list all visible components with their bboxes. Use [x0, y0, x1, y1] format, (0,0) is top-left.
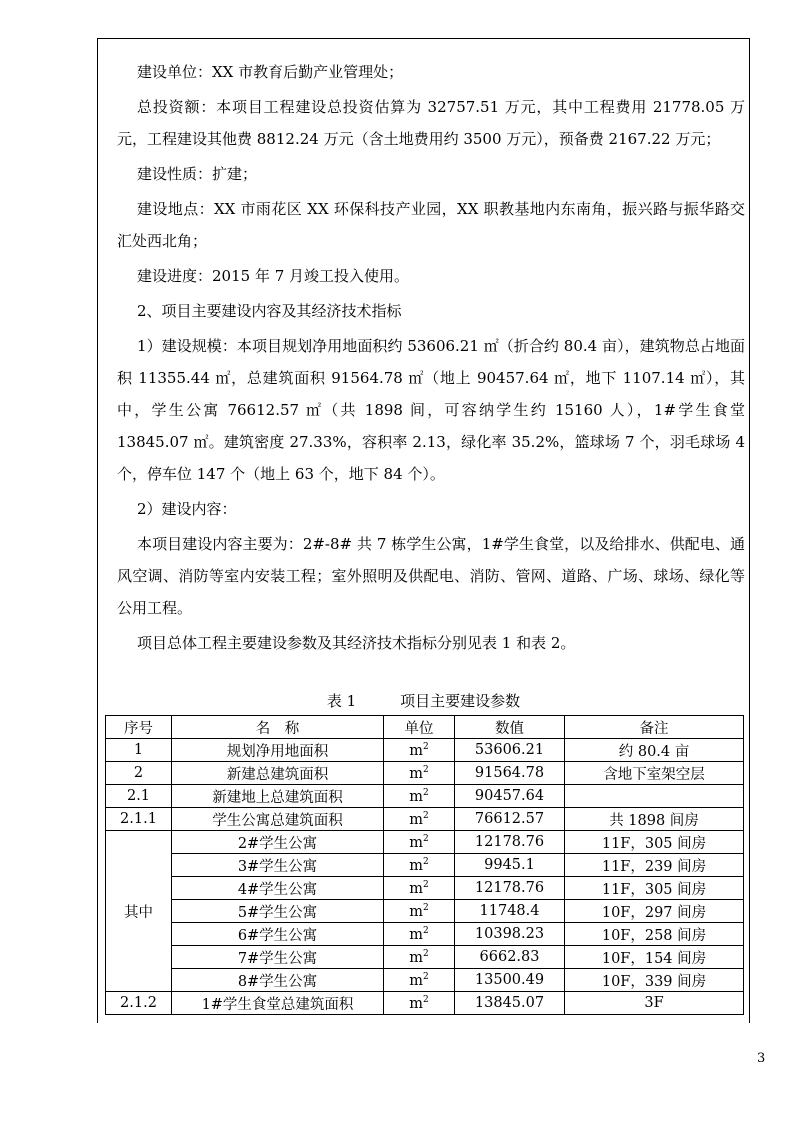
- unit-exponent: 2: [423, 787, 429, 798]
- cell-unit: [384, 762, 455, 785]
- cell-name: 7#学生公寓: [172, 946, 384, 969]
- cell-unit: [384, 877, 455, 900]
- paragraph-total-investment: 总投资额：本项目工程建设总投资估算为 32757.51 万元，其中工程费用 21778.05 万元，工程建设其他费 8812.24 万元（含土地费用约 3500 万元），预备费 2167.22 万元；: [117, 98, 745, 148]
- unit-base: m: [409, 949, 423, 966]
- cell-unit: [384, 854, 455, 877]
- table-row: [106, 762, 744, 785]
- cell-value: 13500.49: [455, 969, 565, 992]
- cell-name: 新建总建筑面积: [172, 762, 384, 785]
- cell-unit: [384, 808, 455, 831]
- cell-name: 6#学生公寓: [172, 923, 384, 946]
- cell-name: 1#学生食堂总建筑面积: [172, 992, 384, 1015]
- cell-unit: [384, 785, 455, 808]
- unit-exponent: 2: [423, 994, 429, 1005]
- table-row: [106, 739, 744, 762]
- table-header-row: [106, 716, 744, 739]
- table-row: [106, 992, 744, 1015]
- paragraph-construction-nature: 建设性质：扩建；: [137, 165, 258, 183]
- cell-name: 3#学生公寓: [172, 854, 384, 877]
- cell-note: 约 80.4 亩: [565, 739, 744, 762]
- page-number: 3: [757, 1051, 766, 1066]
- unit-exponent: 2: [423, 856, 429, 867]
- unit-base: m: [409, 880, 423, 897]
- unit-base: m: [409, 857, 423, 874]
- cell-seq: 1: [106, 739, 172, 762]
- unit-base: m: [409, 995, 423, 1012]
- cell-unit: [384, 831, 455, 854]
- cell-seq: 2.1: [106, 785, 172, 808]
- table-row: [106, 808, 744, 831]
- header-value: 数值: [455, 716, 565, 739]
- cell-note: 11F，239 间房: [565, 854, 744, 877]
- table-row: [106, 946, 744, 969]
- paragraph-construction-scale: 1）建设规模：本项目规划净用地面积约 53606.21 ㎡（折合约 80.4 亩），建筑物总占地面积 11355.44 ㎡，总建筑面积 91564.78 ㎡（地上 90457.64 ㎡，地下 1107.14 ㎡），其中，学生公寓 76612.57 ㎡（共 1898 间，可容纳学生约 15160 人），1#学生食堂 13845.07 ㎡。建筑密度 27.33%，容积率 2.13，绿化率 35.2%，篮球场 7 个，羽毛球场 4 个，停车位 147 个（地上 63 个，地下 84 个）。: [117, 337, 745, 483]
- cell-note: 10F，258 间房: [565, 923, 744, 946]
- cell-name: 8#学生公寓: [172, 969, 384, 992]
- header-seq: 序号: [106, 716, 172, 739]
- unit-base: m: [409, 903, 423, 920]
- cell-unit: [384, 900, 455, 923]
- unit-exponent: 2: [423, 948, 429, 959]
- unit-exponent: 2: [423, 764, 429, 775]
- cell-value: 76612.57: [455, 808, 565, 831]
- cell-note: 3F: [565, 992, 744, 1015]
- unit-base: m: [409, 811, 423, 828]
- cell-value: 13845.07: [455, 992, 565, 1015]
- cell-note: 11F，305 间房: [565, 831, 744, 854]
- cell-value: 12178.76: [455, 877, 565, 900]
- cell-note: 10F，297 间房: [565, 900, 744, 923]
- paragraph-table-reference: 项目总体工程主要建设参数及其经济技术指标分别见表 1 和表 2。: [137, 634, 576, 652]
- cell-value: 53606.21: [455, 739, 565, 762]
- table-caption: [97, 689, 750, 713]
- table-body: [106, 739, 744, 1015]
- cell-value: 6662.83: [455, 946, 565, 969]
- cell-name: 5#学生公寓: [172, 900, 384, 923]
- paragraph-construction-content: 本项目建设内容主要为：2#-8# 共 7 栋学生公寓，1#学生食堂，以及给排水、供配电、通风空调、消防等室内安装工程；室外照明及供配电、消防、管网、道路、广场、球场、绿化等公用工程。: [117, 535, 745, 617]
- unit-exponent: 2: [423, 971, 429, 982]
- unit-base: m: [409, 834, 423, 851]
- unit-exponent: 2: [423, 810, 429, 821]
- cell-note: [565, 785, 744, 808]
- table-row: [106, 969, 744, 992]
- table-row: [106, 900, 744, 923]
- unit-base: m: [409, 742, 423, 759]
- cell-note: 10F，339 间房: [565, 969, 744, 992]
- unit-exponent: 2: [423, 879, 429, 890]
- cell-note: 共 1898 间房: [565, 808, 744, 831]
- cell-seq: 2.1.1: [106, 808, 172, 831]
- body-text: [117, 56, 745, 659]
- cell-value: 10398.23: [455, 923, 565, 946]
- unit-exponent: 2: [423, 833, 429, 844]
- table-row: [106, 923, 744, 946]
- cell-name: 规划净用地面积: [172, 739, 384, 762]
- cell-note: 11F，305 间房: [565, 877, 744, 900]
- paragraph-construction-unit: 建设单位：XX 市教育后勤产业管理处；: [137, 63, 404, 81]
- construction-parameters-table: [105, 715, 744, 1015]
- header-unit: 单位: [384, 716, 455, 739]
- unit-exponent: 2: [423, 902, 429, 913]
- unit-base: m: [409, 972, 423, 989]
- paragraph-construction-location: 建设地点：XX 市雨花区 XX 环保科技产业园，XX 职教基地内东南角，振兴路与振华路交汇处西北角；: [117, 200, 745, 250]
- table-caption-title: 项目主要建设参数: [400, 692, 521, 710]
- cell-name: 学生公寓总建筑面积: [172, 808, 384, 831]
- cell-value: 11748.4: [455, 900, 565, 923]
- cell-seq: 2: [106, 762, 172, 785]
- unit-base: m: [409, 788, 423, 805]
- cell-note: 10F，154 间房: [565, 946, 744, 969]
- cell-name: 2#学生公寓: [172, 831, 384, 854]
- section-heading: 2、项目主要建设内容及其经济技术指标: [137, 302, 402, 320]
- table-row: [106, 877, 744, 900]
- unit-base: m: [409, 926, 423, 943]
- cell-name: 4#学生公寓: [172, 877, 384, 900]
- table-row: [106, 831, 744, 854]
- cell-group-label: 其中: [106, 831, 172, 992]
- unit-exponent: 2: [423, 925, 429, 936]
- cell-note: 含地下室架空层: [565, 762, 744, 785]
- paragraph-construction-schedule: 建设进度：2015 年 7 月竣工投入使用。: [137, 267, 410, 285]
- cell-unit: [384, 946, 455, 969]
- cell-value: 90457.64: [455, 785, 565, 808]
- cell-unit: [384, 739, 455, 762]
- header-name: 名 称: [172, 716, 384, 739]
- cell-value: 9945.1: [455, 854, 565, 877]
- cell-unit: [384, 969, 455, 992]
- table-row: [106, 785, 744, 808]
- cell-unit: [384, 923, 455, 946]
- unit-exponent: 2: [423, 741, 429, 752]
- header-note: 备注: [565, 716, 744, 739]
- cell-unit: [384, 992, 455, 1015]
- unit-base: m: [409, 765, 423, 782]
- cell-seq: 2.1.2: [106, 992, 172, 1015]
- cell-name: 新建地上总建筑面积: [172, 785, 384, 808]
- cell-value: 12178.76: [455, 831, 565, 854]
- table-caption-number: 表 1: [326, 692, 357, 710]
- table-row: [106, 854, 744, 877]
- cell-value: 91564.78: [455, 762, 565, 785]
- subheading-construction-content: 2）建设内容：: [137, 500, 237, 518]
